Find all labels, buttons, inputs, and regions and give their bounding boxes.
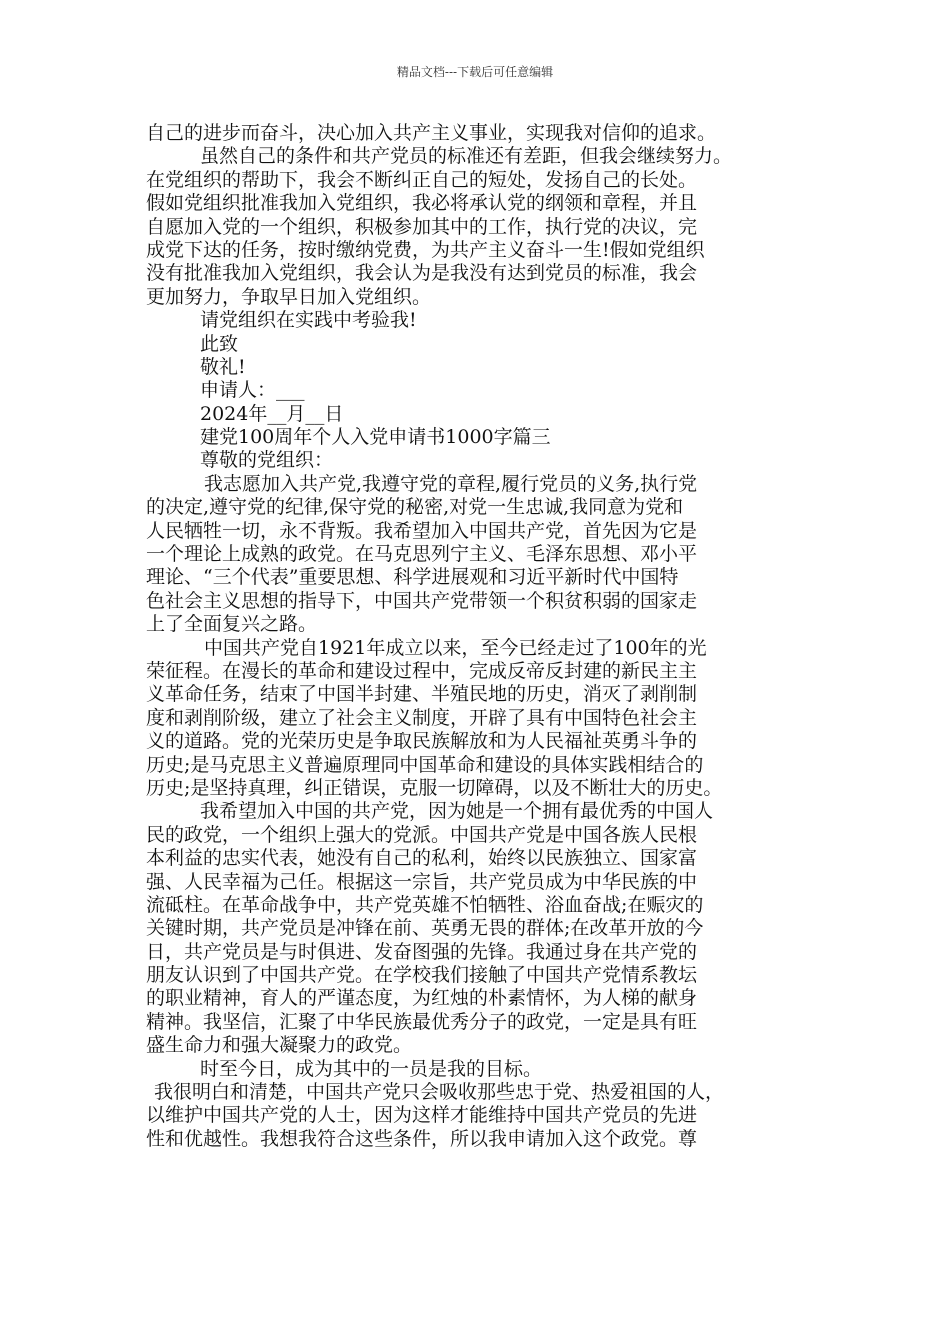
text-line: 本利益的忠实代表，她没有自己的私利，始终以民族独立、国家富 bbox=[146, 847, 698, 870]
text-line: 在党组织的帮助下，我会不断纠正自己的短处，发扬自己的长处。 bbox=[146, 168, 698, 191]
text-line: 人民牺牲一切，永不背叛。我希望加入中国共产党，首先因为它是 bbox=[146, 519, 698, 542]
text-line: 敬礼! bbox=[200, 355, 246, 378]
text-line: 我很明白和清楚，中国共产党只会吸收那些忠于党、热爱祖国的人， bbox=[154, 1081, 725, 1104]
text-line: 以维护中国共产党的人士，因为这样才能维持中国共产党员的先进 bbox=[146, 1104, 698, 1127]
text-line: 精神。我坚信，汇聚了中华民族最优秀分子的政党，一定是具有旺 bbox=[146, 1010, 698, 1033]
text-line: 理论、“三个代表”重要思想、科学进展观和习近平新时代中国特 bbox=[146, 566, 679, 589]
text-line: 我志愿加入共产党,我遵守党的章程,履行党员的义务,执行党 bbox=[204, 472, 698, 495]
text-line: 虽然自己的条件和共产党员的标准还有差距，但我会继续努力。 bbox=[200, 145, 733, 168]
section-title: 建党100周年个人入党申请书1000字篇三 bbox=[200, 426, 551, 449]
text-line: 日，共产党员是与时俱进、发奋图强的先锋。我通过身在共产党的 bbox=[146, 940, 698, 963]
document-body bbox=[146, 122, 820, 1151]
text-line: 的职业精神，育人的严谨态度，为红烛的朴素情怀，为人梯的献身 bbox=[146, 987, 698, 1010]
text-line: 我希望加入中国的共产党，因为她是一个拥有最优秀的中国人 bbox=[200, 800, 714, 823]
text-line: 没有批准我加入党组织，我会认为是我没有达到党员的标准，我会 bbox=[146, 262, 698, 285]
salutation: 尊敬的党组织： bbox=[200, 449, 334, 472]
text-line: 义革命任务，结束了中国半封建、半殖民地的历史，消灭了剥削制 bbox=[146, 683, 698, 706]
text-line: 成党下达的任务，按时缴纳党费，为共产主义奋斗一生!假如党组织 bbox=[146, 238, 705, 261]
text-line: 盛生命力和强大凝聚力的政党。 bbox=[146, 1034, 413, 1057]
text-line: 朋友认识到了中国共产党。在学校我们接触了中国共产党情系教坛 bbox=[146, 964, 698, 987]
text-line: 此致 bbox=[200, 332, 239, 355]
signature-line: 申请人：___ bbox=[200, 379, 305, 402]
text-line: 流砥柱。在革命战争中，共产党英雄不怕牺牲、浴血奋战;在赈灾的 bbox=[146, 893, 704, 916]
text-line: 时至今日，成为其中的一员是我的目标。 bbox=[200, 1057, 543, 1080]
text-line: 义的道路。党的光荣历史是争取民族解放和为人民福祉英勇斗争的 bbox=[146, 730, 698, 753]
text-line: 自愿加入党的一个组织，积极参加其中的工作，执行党的决议，完 bbox=[146, 215, 698, 238]
text-line: 请党组织在实践中考验我! bbox=[200, 309, 417, 332]
text-line: 假如党组织批准我加入党组织，我必将承认党的纲领和章程，并且 bbox=[146, 192, 698, 215]
text-line: 色社会主义思想的指导下，中国共产党带领一个积贫积弱的国家走 bbox=[146, 589, 698, 612]
text-line: 更加努力，争取早日加入党组织。 bbox=[146, 285, 432, 308]
date-line: 2024年__月__日 bbox=[200, 402, 344, 425]
page-header: 精品文档---下载后可任意编辑 bbox=[396, 65, 554, 79]
text-line: 性和优越性。我想我符合这些条件，所以我申请加入这个政党。尊 bbox=[146, 1127, 698, 1150]
text-line: 荣征程。在漫长的革命和建设过程中，完成反帝反封建的新民主主 bbox=[146, 659, 698, 682]
text-line: 历史;是马克思主义普遍原理同中国革命和建设的具体实践相结合的 bbox=[146, 753, 704, 776]
text-line: 强、人民幸福为己任。根据这一宗旨，共产党员成为中华民族的中 bbox=[146, 870, 698, 893]
text-line: 上了全面复兴之路。 bbox=[146, 613, 318, 636]
text-line: 的决定,遵守党的纪律,保守党的秘密,对党一生忠诚,我同意为党和 bbox=[146, 496, 684, 519]
text-line: 民的政党，一个组织上强大的党派。中国共产党是中国各族人民根 bbox=[146, 823, 698, 846]
text-line: 度和剥削阶级，建立了社会主义制度，开辟了具有中国特色社会主 bbox=[146, 706, 698, 729]
text-line: 历史;是坚持真理，纠正错误，克服一切障碍，以及不断壮大的历史。 bbox=[146, 776, 723, 799]
text-line: 一个理论上成熟的政党。在马克思列宁主义、毛泽东思想、邓小平 bbox=[146, 543, 698, 566]
text-line: 自己的进步而奋斗，决心加入共产主义事业，实现我对信仰的追求。 bbox=[146, 122, 717, 144]
text-line: 中国共产党自1921年成立以来，至今已经走过了100年的光 bbox=[204, 636, 707, 659]
text-line: 关键时期，共产党员是冲锋在前、英勇无畏的群体;在改革开放的今 bbox=[146, 917, 704, 940]
